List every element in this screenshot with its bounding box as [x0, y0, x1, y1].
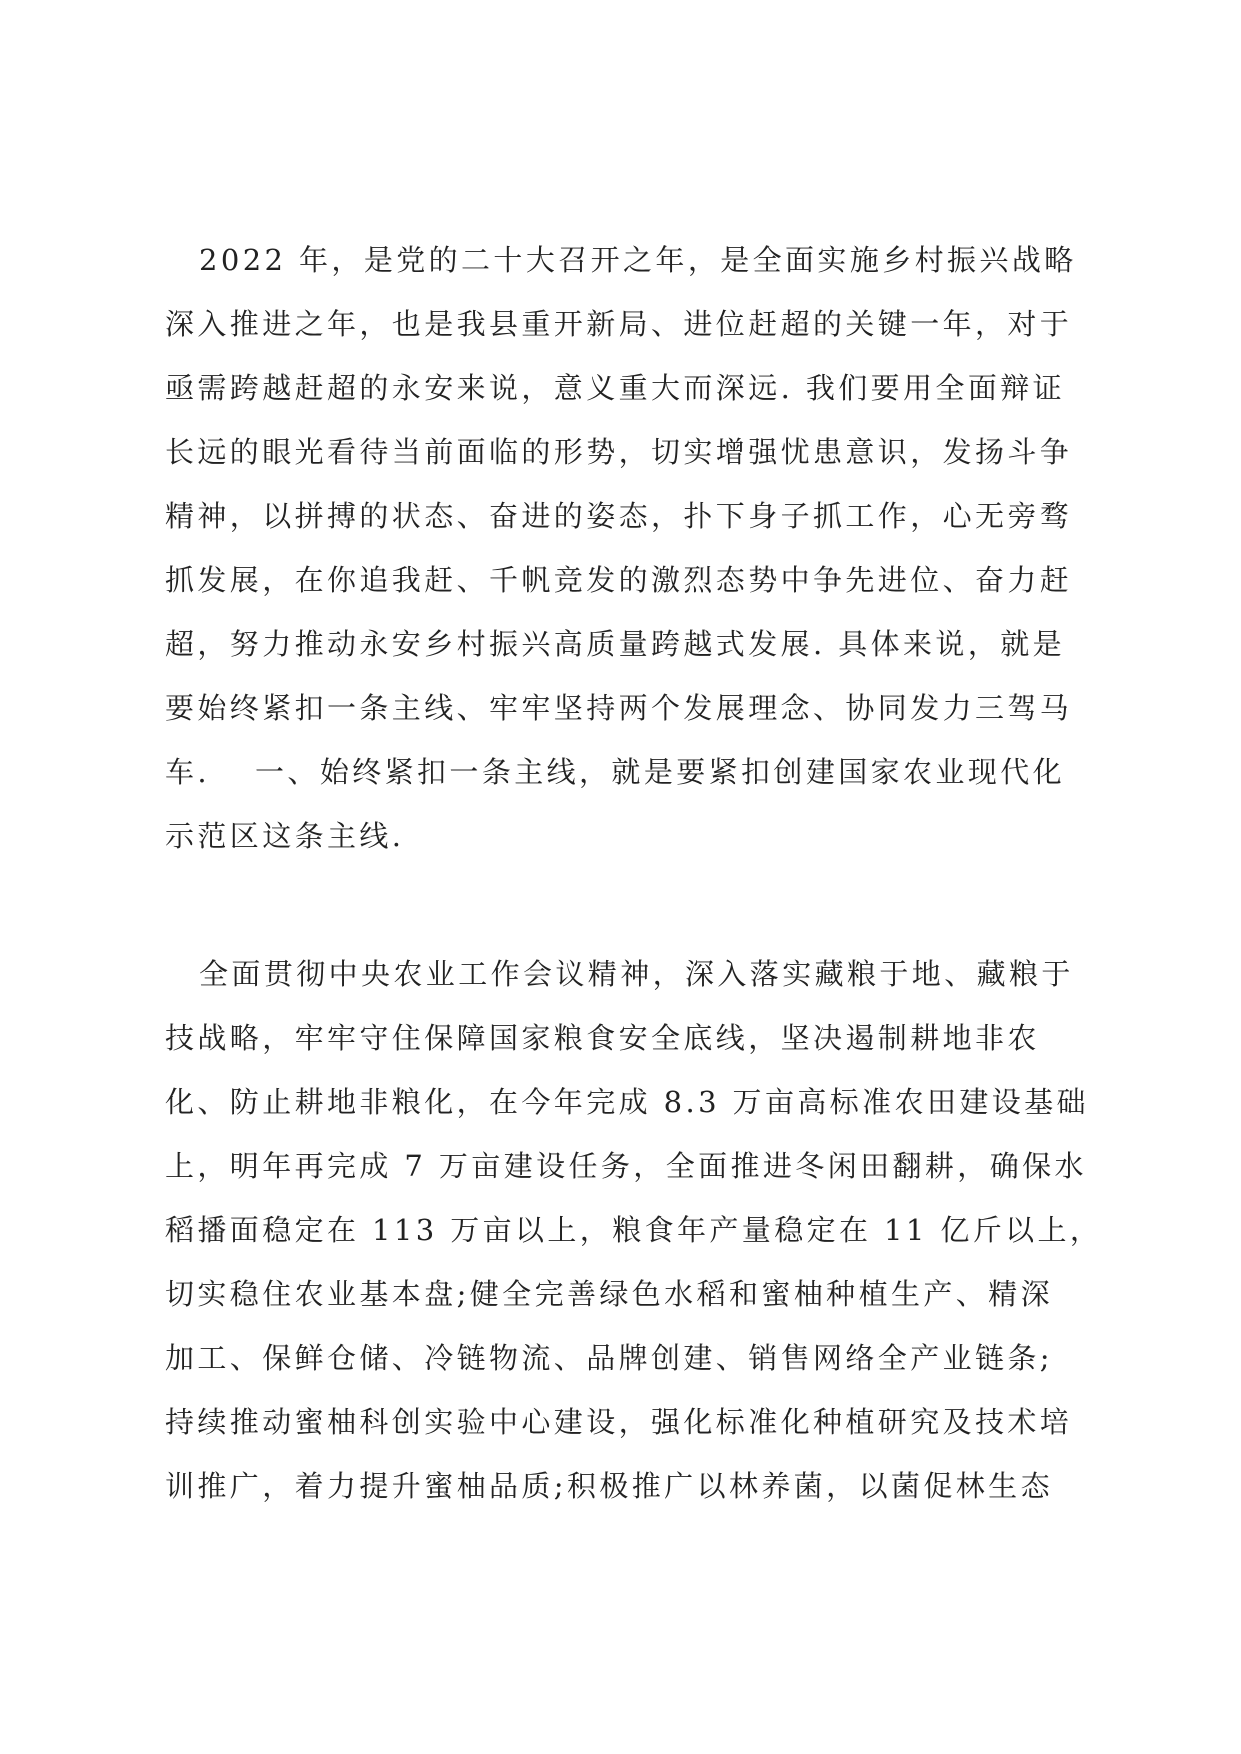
paragraph-line: 2022 年，是党的二十大召开之年，是全面实施乡村振兴战略	[199, 243, 1077, 277]
paragraph-line: 精神，以拼搏的状态、奋进的姿态，扑下身子抓工作，心无旁骛	[165, 499, 1073, 533]
paragraph-line: 长远的眼光看待当前面临的形势，切实增强忧患意识，发扬斗争	[165, 435, 1073, 469]
paragraph-line: 要始终紧扣一条主线、牢牢坚持两个发展理念、协同发力三驾马	[165, 691, 1073, 725]
paragraph-line: 抓发展，在你追我赶、千帆竞发的激烈态势中争先进位、奋力赶	[165, 563, 1073, 597]
paragraph-2	[165, 942, 1105, 1518]
paragraph-line: 示范区这条主线.	[165, 819, 405, 853]
paragraph-line: 深入推进之年，也是我县重开新局、进位赶超的关键一年，对于	[165, 307, 1073, 341]
paragraph-line: 超，努力推动永安乡村振兴高质量跨越式发展. 具体来说，就是	[165, 627, 1066, 661]
paragraph-line: 化、防止耕地非粮化，在今年完成 8.3 万亩高标准农田建设基础	[165, 1085, 1089, 1119]
paragraph-line: 全面贯彻中央农业工作会议精神，深入落实藏粮于地、藏粮于	[199, 957, 1074, 991]
paragraph-line: 稻播面稳定在 113 万亩以上，粮食年产量稳定在 11 亿斤以上，	[165, 1213, 1103, 1247]
paragraph-line: 训推广，着力提升蜜柚品质;积极推广以林养菌，以菌促林生态	[165, 1469, 1053, 1503]
paragraph-line: 亟需跨越赶超的永安来说，意义重大而深远. 我们要用全面辩证	[165, 371, 1066, 405]
paragraph-line: 持续推动蜜柚科创实验中心建设，强化标准化种植研究及技术培	[165, 1405, 1073, 1439]
paragraph-1	[165, 228, 1105, 868]
paragraph-line: 技战略，牢牢守住保障国家粮食安全底线，坚决遏制耕地非农	[165, 1021, 1040, 1055]
paragraph-line: 加工、保鲜仓储、冷链物流、品牌创建、销售网络全产业链条;	[165, 1341, 1053, 1375]
paragraph-line: 上，明年再完成 7 万亩建设任务，全面推进冬闲田翻耕，确保水	[165, 1149, 1087, 1183]
paragraph-line: 切实稳住农业基本盘;健全完善绿色水稻和蜜柚种植生产、精深	[165, 1277, 1053, 1311]
paragraph-line: 车. 一、始终紧扣一条主线，就是要紧扣创建国家农业现代化	[165, 755, 1066, 789]
